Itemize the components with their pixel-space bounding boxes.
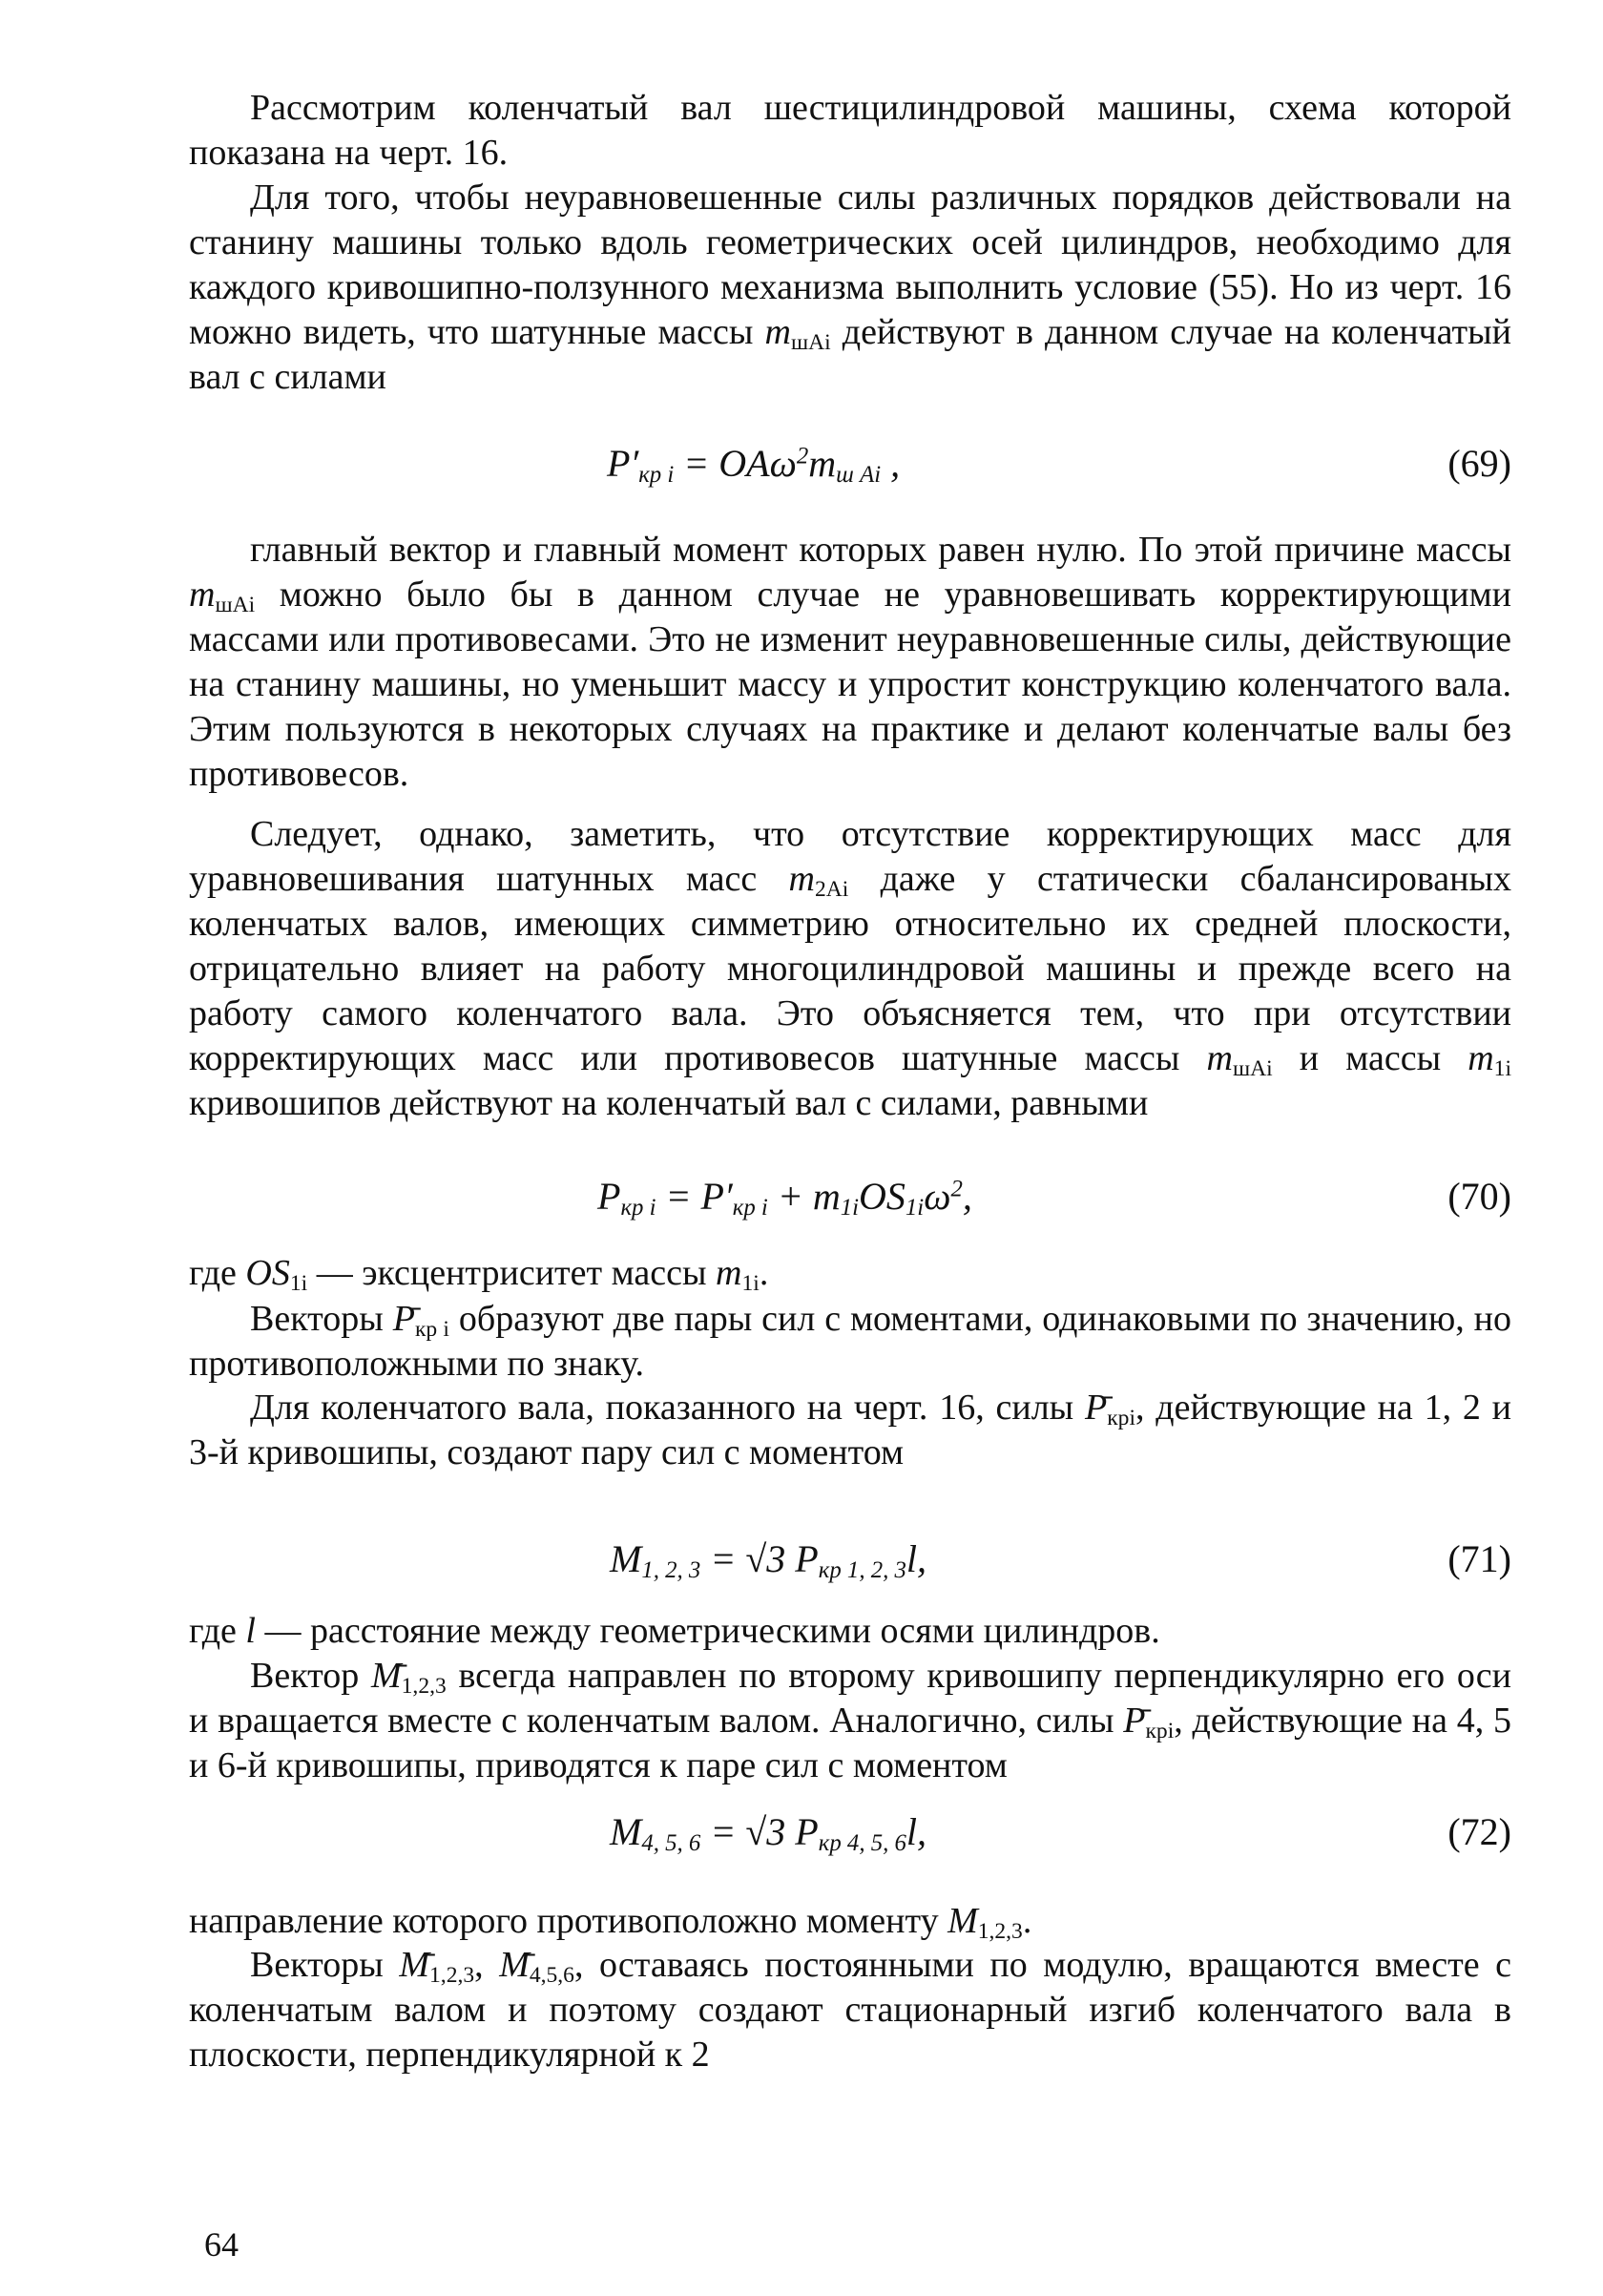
equation-69	[189, 439, 1511, 489]
equation-72-number: (72)	[1447, 1810, 1511, 1853]
paragraph-10: направление которого противоположно моменту $M_{1,2,3}$.	[189, 1901, 1032, 1944]
equation-71	[189, 1534, 1511, 1584]
equation-72	[189, 1807, 1511, 1857]
paragraph-4: Следует, однако, заметить, что отсутствие корректирующих масс для уравновешивания шатунных масс $m_{2Ai}$ даже у статически сбалансированых коленчатых валов, имеющих симметрию относительно их средней плоскости, отрицательно влияет на работу многоцилиндровой машины и прежде всего на работу самого коленчатого вала. Это объясняется тем, что при отсутствии корректирующих масс или противовесов шатунные массы $m_{шAi}$ и массы $m_{1i}$ кривошипов действуют на коленчатый вал с силами, равными	[189, 814, 1512, 1123]
equation-71-number: (71)	[1447, 1537, 1511, 1580]
paragraph-5: где $OS_{1i}$ — эксцентриситет массы $m_{1i}$.	[189, 1253, 769, 1296]
paragraph-7: Для коленчатого вала, показанного на черт. 16, силы $P_{крi}$, действующие на 1, 2 и 3-й кривошипы, создают пару сил с моментом	[189, 1388, 1512, 1472]
paragraph-11: Векторы $M_{1,2,3}$, $M_{4,5,6}$, оставаясь постоянными по модулю, вращаются вместе с коленчатым валом и поэтому создают стационарный изгиб коленчатого вала в плоскости, перпендикулярной к 2	[189, 1945, 1512, 2075]
page-number: 64	[204, 2225, 239, 2264]
equation-71-formula: $M_{1, 2, 3} = √3$ $P_{кр 1, 2, 3}l$,	[610, 1537, 927, 1584]
equation-69-number: (69)	[1447, 442, 1511, 485]
paragraph-8: где l — расстояние между геометрическими осями цилиндров.	[189, 1611, 1160, 1651]
equation-70	[189, 1172, 1511, 1221]
equation-70-formula: $P_{кр i} = P'_{кр i} + m_{1i}OS_{1i}\omega^2$,	[597, 1175, 972, 1221]
paragraph-3: главный вектор и главный момент которых равен нулю. По этой причине массы $m_{шAi}$ можно было бы в данном случае не уравновешивать корректирующими массами или противовесами. Это не изменит неуравновешенные силы, действующие на станину машины, но уменьшит массу и упростит конструкцию коленчатого вала. Этим пользуются в некоторых случаях на практике и делают коленчатые валы без противовесов.	[189, 530, 1511, 794]
equation-69-formula: $P'_{кр i} = OA\omega^2m_{ш Ai}$ ,	[607, 442, 901, 489]
paragraph-6: Векторы $P_{кр i}$ образуют две пары сил с моментами, одинаковыми по значению, но противоположными по знаку.	[189, 1299, 1511, 1384]
paragraph-1: Рассмотрим коленчатый вал шестицилиндровой машины, схема которой показана на черт. 16.	[189, 88, 1511, 173]
paragraph-2: Для того, чтобы неуравновешенные силы различных порядков действовали на станину машины только вдоль геометрических осей цилиндров, необходимо для каждого кривошипно-ползунного механизма выполнить условие (55). Но из черт. 16 можно видеть, что шатунные массы $m_{шAi}$ действуют в данном случае на коленчатый вал с силами	[189, 177, 1511, 397]
equation-72-formula: $M_{4, 5, 6} = √3$ $P_{кр 4, 5, 6}l$,	[610, 1810, 927, 1857]
paragraph-9: Вектор $M_{1,2,3}$ всегда направлен по второму кривошипу перпендикулярно его оси и вращается вместе с коленчатым валом. Аналогично, силы $P_{крi}$, действующие на 4, 5 и 6-й кривошипы, приводятся к паре сил с моментом	[189, 1656, 1512, 1785]
equation-70-number: (70)	[1447, 1175, 1511, 1218]
